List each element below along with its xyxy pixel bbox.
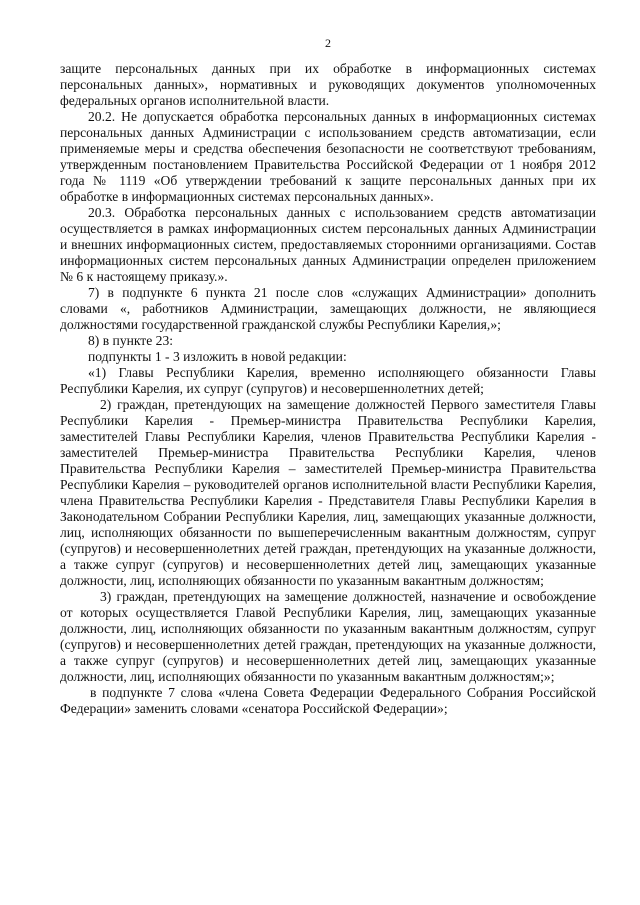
paragraph-20-2: 20.2. Не допускается обработка персональных данных в информационных системах персональных данных Администрации с использованием средств автоматизации, если применяемые меры и средства обеспечения безопасности не соответствуют требованиям, утвержденным постановлением Правительства Российской Федерации от 1 ноября 2012 года № 1119 «Об утверждении требований к защите персональных данных при их обработке в информационных системах персональных данных».	[60, 109, 596, 204]
paragraph-subitem-1: «1) Главы Республики Карелия, временно исполняющего обязанности Главы Республики Карелия, их супруг (супругов) и несовершеннолетних детей;	[60, 365, 596, 396]
document-body	[60, 61, 596, 717]
paragraph-item-7: 7) в подпункте 6 пункта 21 после слов «служащих Администрации» дополнить словами «, работников Администрации, замещающих должности, не являющиеся должностями государственной гражданской службы Республики Карелия,»;	[60, 285, 596, 332]
paragraph-item-8: 8) в пункте 23:	[88, 333, 174, 348]
paragraph-subitem-2: 2) граждан, претендующих на замещение должностей Первого заместителя Главы Республики Карелия - Премьер-министра Правительства Республики Карелия, заместителей Главы Республики Карелия, членов Правительства Республики Карелия - заместителей Премьер-министра Правительства Республики Карелия, членов Правительства Республики Карелия – заместителей Премьер-министра Правительства Республики Карелия – руководителей органов исполнительной власти Республики Карелия, члена Правительства Республики Карелия - Представителя Главы Республики Карелия в Законодательном Собрании Республики Карелия, лиц, замещающих указанные должности, лиц, исполняющих обязанности по вышеперечисленным вакантным должностям, супруг (супругов) и несовершеннолетних детей граждан, претендующих на указанные должности, а также супруг (супругов) и несовершеннолетних детей лиц, замещающих указанные должности, лиц, исполняющих обязанности по указанным вакантным должностям;	[60, 397, 596, 588]
paragraph-continuation: защите персональных данных при их обработке в информационных системах персональных данных», нормативных и руководящих документов уполномоченных федеральных органов исполнительной власти.	[60, 61, 596, 108]
paragraph-subitem-3: 3) граждан, претендующих на замещение должностей, назначение и освобождение от которых осуществляется Главой Республики Карелия, лиц, замещающих указанные должности, лиц, исполняющих обязанности по указанным вакантным должностям, супруг (супругов) и несовершеннолетних детей граждан, претендующих на указанные должности, а также супруг (супругов) и несовершеннолетних детей лиц, замещающих указанные должности, лиц, исполняющих обязанности по указанным вакантным должностям;»;	[60, 589, 596, 684]
paragraph-subitem-7: в подпункте 7 слова «члена Совета Федерации Федерального Собрания Российской Федерации» заменить словами «сенатора Российской Федерации»;	[60, 685, 596, 716]
paragraph-subitems-intro: подпункты 1 - 3 изложить в новой редакции:	[88, 349, 347, 364]
page-number: 2	[325, 36, 331, 50]
paragraph-20-3: 20.3. Обработка персональных данных с использованием средств автоматизации осуществляется в рамках информационных систем персональных данных Администрации и внешних информационных систем, предоставляемых сторонними организациями. Состав информационных систем персональных данных Администрации определен приложением № 6 к настоящему приказу.».	[60, 205, 596, 284]
